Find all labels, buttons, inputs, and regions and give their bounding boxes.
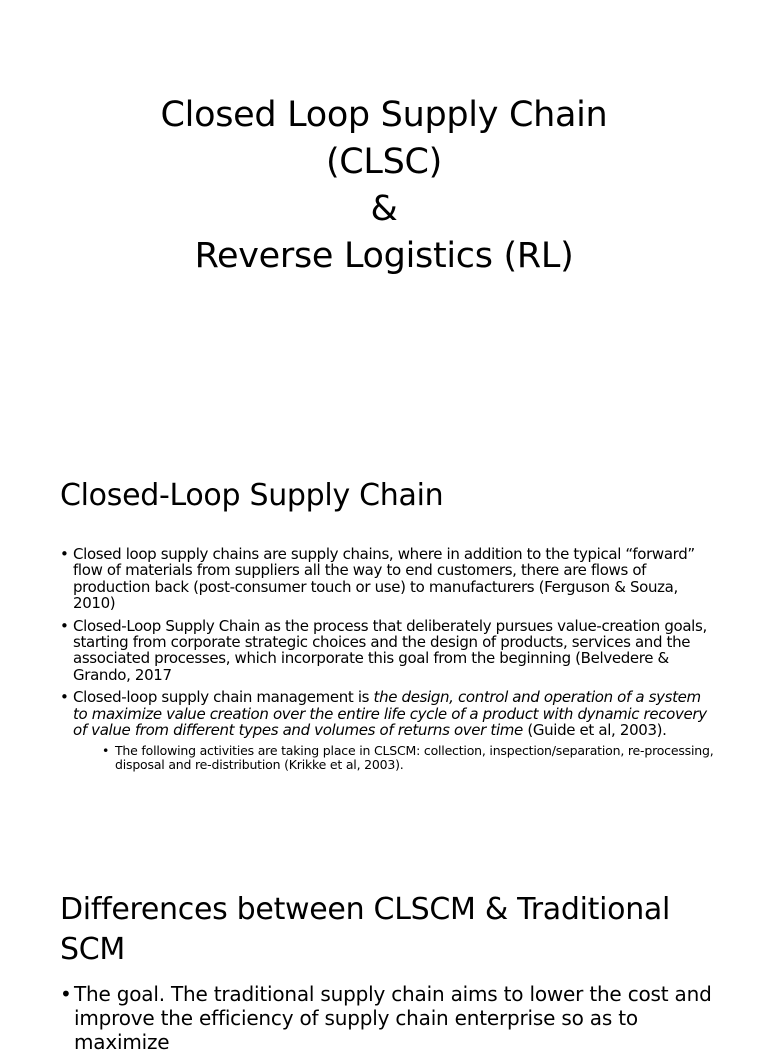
bullet-italic-definition: the design, control and operation of a system to maximize value creation over the entire life cycle of a product with dynamic recovery of value from different types and volumes of returns over time bbox=[73, 688, 707, 740]
clsc-definition-slide bbox=[0, 432, 768, 864]
bullet-lead-text: Closed-loop supply chain management is bbox=[73, 688, 374, 707]
title-line: (CLSC) bbox=[325, 142, 443, 182]
bullet-item: • Closed-Loop Supply Chain as the process that deliberately pursues value-creation goals, starting from corporate strategic choices and the design of products, services and the associated processes, which incorporate this goal from the beginning (Belvedere & Grando, 2017 bbox=[60, 618, 718, 684]
title-slide bbox=[0, 0, 768, 432]
bullet-list bbox=[60, 982, 718, 1060]
slide-heading: Differences between CLSCM & Traditional SCM bbox=[60, 892, 671, 967]
bullet-item: • Closed loop supply chains are supply chains, where in addition to the typical “forward” flow of materials from suppliers all the way to end customers, there are flows of production back (post-consumer touch or use) to manufacturers (Ferguson & Souza, 2010) bbox=[60, 546, 718, 612]
presentation-title bbox=[0, 92, 768, 280]
sub-bullet-item: • The following activities are taking place in CLSCM: collection, inspection/separation, re-processing, disposal and re-distribution (Krikke et al, 2003). bbox=[102, 744, 718, 771]
bullet-citation: (Guide et al, 2003). bbox=[522, 721, 667, 740]
title-line: Reverse Logistics (RL) bbox=[194, 236, 574, 276]
title-line: & bbox=[370, 189, 398, 229]
title-line: Closed Loop Supply Chain bbox=[160, 95, 608, 135]
bullet-item: • The goal. The traditional supply chain aims to lower the cost and improve the efficiency of supply chain enterprise so as to maximize bbox=[60, 982, 718, 1054]
differences-slide bbox=[0, 864, 768, 1054]
bullet-list bbox=[60, 546, 718, 771]
bullet-item bbox=[60, 689, 718, 738]
slide-heading: Closed-Loop Supply Chain bbox=[60, 478, 444, 513]
